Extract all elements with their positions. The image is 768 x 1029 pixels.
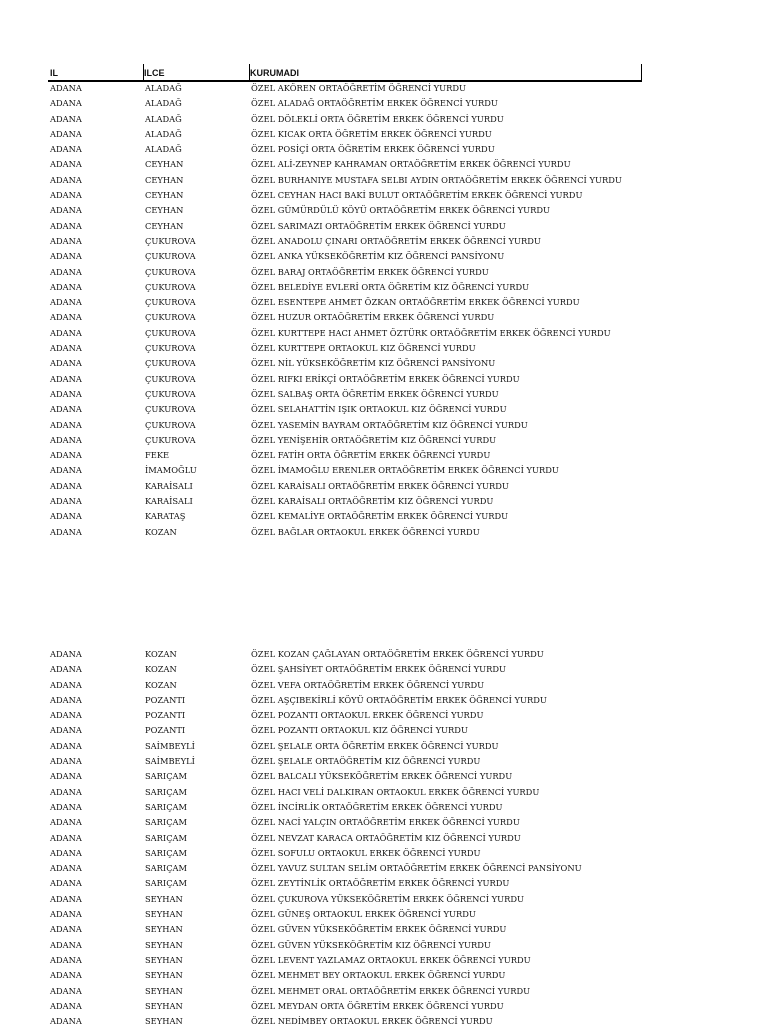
cell-il: ADANA xyxy=(50,909,82,920)
cell-ilce: SEYHAN xyxy=(145,939,183,950)
table-row xyxy=(50,525,670,540)
table-row xyxy=(50,754,670,769)
cell-ilce: ÇUKUROVA xyxy=(145,343,196,354)
cell-il: ADANA xyxy=(50,832,82,843)
table-row xyxy=(50,984,670,999)
cell-kurumadi: ÖZEL ÇUKUROVA YÜKSEKÖĞRETİM ERKEK ÖĞRENCİ YURDU xyxy=(251,893,525,904)
cell-il: ADANA xyxy=(50,740,82,751)
cell-ilce: ALADAĞ xyxy=(145,83,182,93)
cell-kurumadi: ÖZEL NEDİMBEY ORTAOKUL ERKEK ÖĞRENCİ YURDU xyxy=(251,1016,493,1027)
cell-il: ADANA xyxy=(50,343,82,354)
cell-ilce: ÇUKUROVA xyxy=(145,434,196,445)
cell-kurumadi: ÖZEL YAVUZ SULTAN SELİM ORTAÖĞRETİM ERKEK ÖĞRENCİ PANSİYONU xyxy=(251,863,582,874)
cell-ilce: KOZAN xyxy=(145,649,177,659)
cell-kurumadi: ÖZEL POSİÇİ ORTA ÖĞRETİM ERKEK ÖĞRENCİ YURDU xyxy=(251,144,495,155)
cell-il: ADANA xyxy=(50,159,82,170)
cell-kurumadi: ÖZEL BALCALI YÜKSEKÖĞRETİM ERKEK ÖĞRENCİ YURDU xyxy=(251,771,513,782)
cell-ilce: SEYHAN xyxy=(145,1016,183,1027)
cell-il: ADANA xyxy=(50,297,82,308)
table-row xyxy=(50,494,670,509)
table-row xyxy=(50,173,670,188)
cell-ilce: SEYHAN xyxy=(145,924,183,935)
table-row xyxy=(50,356,670,371)
cell-ilce: SEYHAN xyxy=(145,970,183,981)
cell-kurumadi: ÖZEL KOZAN ÇAĞLAYAN ORTAÖĞRETİM ERKEK ÖĞRENCİ YURDU xyxy=(251,649,544,659)
cell-il: ADANA xyxy=(50,174,82,185)
cell-il: ADANA xyxy=(50,98,82,109)
cell-kurumadi: ÖZEL ANKA YÜKSEKÖĞRETİM KIZ ÖĞRENCİ PANSİYONU xyxy=(251,251,505,262)
table-row xyxy=(50,831,670,846)
cell-kurumadi: ÖZEL KURTTEPE HACI AHMET ÖZTÜRK ORTAÖĞRETİM ERKEK ÖĞRENCİ YURDU xyxy=(251,327,611,338)
cell-il: ADANA xyxy=(50,128,82,139)
cell-kurumadi: ÖZEL KARAİSALI ORTAÖĞRETİM ERKEK ÖĞRENCİ YURDU xyxy=(251,480,509,491)
table-row xyxy=(50,968,670,983)
cell-il: ADANA xyxy=(50,144,82,155)
table-row xyxy=(50,892,670,907)
cell-il: ADANA xyxy=(50,924,82,935)
cell-kurumadi: ÖZEL LEVENT YAZLAMAZ ORTAOKUL ERKEK ÖĞRENCİ YURDU xyxy=(251,954,531,965)
cell-ilce: SEYHAN xyxy=(145,985,183,996)
cell-kurumadi: ÖZEL CEYHAN HACI BAKİ BULUT ORTAÖĞRETİM ERKEK ÖĞRENCİ YURDU xyxy=(251,190,583,201)
cell-il: ADANA xyxy=(50,266,82,277)
cell-il: ADANA xyxy=(50,878,82,889)
cell-kurumadi: ÖZEL GÜVEN YÜKSEKÖĞRETİM ERKEK ÖĞRENCİ YURDU xyxy=(251,924,507,935)
cell-il: ADANA xyxy=(50,404,82,415)
cell-kurumadi: ÖZEL GÜMÜRDÜLÜ KÖYÜ ORTAÖĞRETİM ERKEK ÖĞRENCİ YURDU xyxy=(251,205,551,216)
cell-il: ADANA xyxy=(50,450,82,461)
cell-kurumadi: ÖZEL AŞÇIBEKİRLİ KÖYÜ ORTAÖĞRETİM ERKEK ÖĞRENCİ YURDU xyxy=(251,694,547,705)
cell-il: ADANA xyxy=(50,863,82,874)
table-row xyxy=(50,203,670,218)
table-row xyxy=(50,81,670,96)
cell-il: ADANA xyxy=(50,113,82,124)
cell-kurumadi: ÖZEL ANADOLU ÇINARI ORTAÖĞRETİM ERKEK ÖĞRENCİ YURDU xyxy=(251,235,541,246)
cell-kurumadi: ÖZEL NİL YÜKSEKÖĞRETİM KIZ ÖĞRENCİ PANSİYONU xyxy=(251,358,496,369)
cell-ilce: SAİMBEYLİ xyxy=(145,756,195,767)
cell-kurumadi: ÖZEL ŞELALE ORTAÖĞRETİM KIZ ÖĞRENCİ YURDU xyxy=(251,756,481,767)
cell-kurumadi: ÖZEL HACI VELİ DALKIRAN ORTAOKUL ERKEK ÖĞRENCİ YURDU xyxy=(251,786,540,797)
cell-ilce: SEYHAN xyxy=(145,954,183,965)
cell-ilce: ÇUKUROVA xyxy=(145,297,196,308)
cell-il: ADANA xyxy=(50,649,82,659)
cell-kurumadi: ÖZEL HUZUR ORTAÖĞRETİM ERKEK ÖĞRENCİ YURDU xyxy=(251,312,495,323)
table-row xyxy=(50,295,670,310)
table-row xyxy=(50,402,670,417)
cell-kurumadi: ÖZEL BURHANIYE MUSTAFA SELBI AYDIN ORTAÖĞRETİM ERKEK ÖĞRENCİ YURDU xyxy=(251,174,622,185)
cell-kurumadi: ÖZEL YENİŞEHİR ORTAÖĞRETİM KIZ ÖĞRENCİ YURDU xyxy=(251,434,497,445)
cell-kurumadi: ÖZEL ZEYTİNLİK ORTAÖĞRETİM ERKEK ÖĞRENCİ YURDU xyxy=(251,878,510,889)
cell-ilce: SARIÇAM xyxy=(145,817,188,828)
cell-ilce: ÇUKUROVA xyxy=(145,388,196,399)
table-row xyxy=(50,249,670,264)
cell-ilce: ÇUKUROVA xyxy=(145,404,196,415)
cell-kurumadi: ÖZEL GÜNEŞ ORTAOKUL ERKEK ÖĞRENCİ YURDU xyxy=(251,909,476,920)
table-row xyxy=(50,280,670,295)
cell-ilce: KARAİSALI xyxy=(145,480,193,491)
cell-il: ADANA xyxy=(50,985,82,996)
cell-il: ADANA xyxy=(50,817,82,828)
table-row xyxy=(50,188,670,203)
cell-ilce: SARIÇAM xyxy=(145,786,188,797)
cell-ilce: SARIÇAM xyxy=(145,847,188,858)
cell-kurumadi: ÖZEL NACİ YALÇIN ORTAÖĞRETİM ERKEK ÖĞRENCİ YURDU xyxy=(251,817,520,828)
table-row xyxy=(50,448,670,463)
cell-ilce: SARIÇAM xyxy=(145,801,188,812)
cell-ilce: POZANTI xyxy=(145,725,186,736)
table-row xyxy=(50,142,670,157)
cell-il: ADANA xyxy=(50,220,82,231)
cell-il: ADANA xyxy=(50,358,82,369)
cell-kurumadi: ÖZEL KEMALİYE ORTAÖĞRETİM ERKEK ÖĞRENCİ YURDU xyxy=(251,511,509,522)
cell-il: ADANA xyxy=(50,83,82,93)
cell-il: ADANA xyxy=(50,312,82,323)
header-il: IL xyxy=(50,68,58,78)
table-row xyxy=(50,326,670,341)
cell-kurumadi: ÖZEL POZANTI ORTAOKUL KIZ ÖĞRENCİ YURDU xyxy=(251,725,468,736)
table-row xyxy=(50,907,670,922)
cell-ilce: ÇUKUROVA xyxy=(145,281,196,292)
table-row xyxy=(50,785,670,800)
cell-ilce: ÇUKUROVA xyxy=(145,419,196,430)
cell-kurumadi: ÖZEL BELEDİYE EVLERİ ORTA ÖĞRETİM KIZ ÖĞRENCİ YURDU xyxy=(251,281,530,292)
cell-il: ADANA xyxy=(50,205,82,216)
cell-kurumadi: ÖZEL AKÖREN ORTAÖĞRETİM ÖĞRENCİ YURDU xyxy=(251,83,467,93)
cell-kurumadi: ÖZEL YASEMİN BAYRAM ORTAÖĞRETİM KIZ ÖĞRENCİ YURDU xyxy=(251,419,528,430)
table-row xyxy=(50,127,670,142)
cell-il: ADANA xyxy=(50,281,82,292)
cell-il: ADANA xyxy=(50,771,82,782)
cell-kurumadi: ÖZEL VEFA ORTAÖĞRETİM ERKEK ÖĞRENCİ YURDU xyxy=(251,679,485,690)
cell-il: ADANA xyxy=(50,679,82,690)
cell-ilce: SEYHAN xyxy=(145,909,183,920)
table-row xyxy=(50,693,670,708)
cell-kurumadi: ÖZEL SALBAŞ ORTA ÖĞRETİM ERKEK ÖĞRENCİ YURDU xyxy=(251,388,499,399)
table-row xyxy=(50,876,670,891)
cell-ilce: ÇUKUROVA xyxy=(145,266,196,277)
cell-kurumadi: ÖZEL SOFULU ORTAOKUL ERKEK ÖĞRENCİ YURDU xyxy=(251,847,481,858)
cell-il: ADANA xyxy=(50,694,82,705)
cell-il: ADANA xyxy=(50,465,82,476)
cell-ilce: ÇUKUROVA xyxy=(145,235,196,246)
cell-kurumadi: ÖZEL MEHMET ORAL ORTAÖĞRETİM ERKEK ÖĞRENCİ YURDU xyxy=(251,985,531,996)
cell-il: ADANA xyxy=(50,480,82,491)
table-row xyxy=(50,999,670,1014)
cell-il: ADANA xyxy=(50,511,82,522)
cell-kurumadi: ÖZEL ŞELALE ORTA ÖĞRETİM ERKEK ÖĞRENCİ YURDU xyxy=(251,740,499,751)
table-row xyxy=(50,96,670,111)
cell-ilce: CEYHAN xyxy=(145,159,184,170)
cell-il: ADANA xyxy=(50,710,82,721)
cell-ilce: CEYHAN xyxy=(145,174,184,185)
table-row xyxy=(50,861,670,876)
cell-il: ADANA xyxy=(50,251,82,262)
cell-kurumadi: ÖZEL KICAK ORTA ÖĞRETİM ERKEK ÖĞRENCİ YURDU xyxy=(251,128,492,139)
cell-il: ADANA xyxy=(50,419,82,430)
table-row xyxy=(50,112,670,127)
cell-ilce: ALADAĞ xyxy=(145,98,182,109)
table-row xyxy=(50,265,670,280)
table-block-2 xyxy=(50,647,670,1029)
cell-ilce: POZANTI xyxy=(145,694,186,705)
table-row xyxy=(50,678,670,693)
cell-il: ADANA xyxy=(50,893,82,904)
cell-il: ADANA xyxy=(50,388,82,399)
cell-il: ADANA xyxy=(50,1016,82,1027)
cell-il: ADANA xyxy=(50,725,82,736)
table-row xyxy=(50,234,670,249)
cell-kurumadi: ÖZEL KURTTEPE ORTAOKUL KIZ ÖĞRENCİ YURDU xyxy=(251,343,476,354)
cell-ilce: ALADAĞ xyxy=(145,128,182,139)
cell-ilce: CEYHAN xyxy=(145,190,184,201)
cell-il: ADANA xyxy=(50,434,82,445)
table-row xyxy=(50,647,670,662)
cell-kurumadi: ÖZEL POZANTI ORTAOKUL ERKEK ÖĞRENCİ YURDU xyxy=(251,710,484,721)
table-row xyxy=(50,800,670,815)
table-row xyxy=(50,953,670,968)
cell-kurumadi: ÖZEL BARAJ ORTAÖĞRETİM ERKEK ÖĞRENCİ YURDU xyxy=(251,266,489,277)
cell-ilce: SARIÇAM xyxy=(145,878,188,889)
cell-il: ADANA xyxy=(50,373,82,384)
table-row xyxy=(50,708,670,723)
table-header xyxy=(48,64,642,82)
cell-ilce: SAİMBEYLİ xyxy=(145,740,195,751)
cell-ilce: SEYHAN xyxy=(145,893,183,904)
cell-kurumadi: ÖZEL ŞAHSİYET ORTAÖĞRETİM ERKEK ÖĞRENCİ YURDU xyxy=(251,664,507,675)
table-row xyxy=(50,1014,670,1029)
table-row xyxy=(50,372,670,387)
cell-il: ADANA xyxy=(50,526,82,537)
table-row xyxy=(50,938,670,953)
header-kurumadi: KURUMADI xyxy=(250,68,299,78)
table-row xyxy=(50,387,670,402)
table-row xyxy=(50,341,670,356)
table-row xyxy=(50,157,670,172)
cell-il: ADANA xyxy=(50,235,82,246)
cell-ilce: İMAMOĞLU xyxy=(145,465,197,476)
header-divider xyxy=(641,64,642,80)
cell-kurumadi: ÖZEL GÜVEN YÜKSEKÖĞRETİM KIZ ÖĞRENCİ YURDU xyxy=(251,939,491,950)
cell-il: ADANA xyxy=(50,801,82,812)
cell-kurumadi: ÖZEL ALADAĞ ORTAÖĞRETİM ERKEK ÖĞRENCİ YURDU xyxy=(251,98,498,109)
table-row xyxy=(50,662,670,677)
cell-il: ADANA xyxy=(50,786,82,797)
table-row xyxy=(50,769,670,784)
cell-ilce: KARAİSALI xyxy=(145,496,193,507)
cell-ilce: POZANTI xyxy=(145,710,186,721)
cell-kurumadi: ÖZEL BAĞLAR ORTAOKUL ERKEK ÖĞRENCİ YURDU xyxy=(251,526,480,537)
table-row xyxy=(50,509,670,524)
cell-il: ADANA xyxy=(50,664,82,675)
cell-il: ADANA xyxy=(50,1000,82,1011)
table-row xyxy=(50,219,670,234)
cell-il: ADANA xyxy=(50,954,82,965)
cell-ilce: SARIÇAM xyxy=(145,863,188,874)
cell-kurumadi: ÖZEL KARAİSALI ORTAÖĞRETİM KIZ ÖĞRENCİ YURDU xyxy=(251,496,494,507)
cell-ilce: KARATAŞ xyxy=(145,511,186,522)
cell-kurumadi: ÖZEL MEYDAN ORTA ÖĞRETİM ERKEK ÖĞRENCİ YURDU xyxy=(251,1000,504,1011)
cell-kurumadi: ÖZEL NEVZAT KARACA ORTAÖĞRETİM KIZ ÖĞRENCİ YURDU xyxy=(251,832,521,843)
cell-il: ADANA xyxy=(50,847,82,858)
table-row xyxy=(50,846,670,861)
table-row xyxy=(50,739,670,754)
cell-kurumadi: ÖZEL SARIMAZI ORTAÖĞRETİM ERKEK ÖĞRENCİ YURDU xyxy=(251,220,506,231)
cell-ilce: KOZAN xyxy=(145,664,177,675)
cell-il: ADANA xyxy=(50,939,82,950)
header-ilce: ILCE xyxy=(144,68,165,78)
cell-ilce: ÇUKUROVA xyxy=(145,327,196,338)
cell-ilce: SARIÇAM xyxy=(145,832,188,843)
cell-kurumadi: ÖZEL ALİ-ZEYNEP KAHRAMAN ORTAÖĞRETİM ERKEK ÖĞRENCİ YURDU xyxy=(251,159,571,170)
cell-ilce: SEYHAN xyxy=(145,1000,183,1011)
cell-il: ADANA xyxy=(50,496,82,507)
table-row xyxy=(50,922,670,937)
cell-ilce: CEYHAN xyxy=(145,220,184,231)
cell-il: ADANA xyxy=(50,327,82,338)
cell-ilce: FEKE xyxy=(145,450,170,461)
cell-kurumadi: ÖZEL SELAHATTİN IŞIK ORTAOKUL KIZ ÖĞRENCİ YURDU xyxy=(251,404,507,415)
cell-ilce: ÇUKUROVA xyxy=(145,358,196,369)
cell-ilce: ÇUKUROVA xyxy=(145,251,196,262)
header-divider xyxy=(249,64,250,80)
cell-ilce: ÇUKUROVA xyxy=(145,373,196,384)
cell-ilce: ALADAĞ xyxy=(145,144,182,155)
cell-il: ADANA xyxy=(50,190,82,201)
cell-kurumadi: ÖZEL İMAMOĞLU ERENLER ORTAÖĞRETİM ERKEK ÖĞRENCİ YURDU xyxy=(251,465,559,476)
table-block-1 xyxy=(50,81,670,540)
cell-kurumadi: ÖZEL FATİH ORTA ÖĞRETİM ERKEK ÖĞRENCİ YURDU xyxy=(251,450,491,461)
cell-ilce: SARIÇAM xyxy=(145,771,188,782)
cell-ilce: ALADAĞ xyxy=(145,113,182,124)
table-row xyxy=(50,479,670,494)
cell-ilce: KOZAN xyxy=(145,679,177,690)
cell-ilce: KOZAN xyxy=(145,526,177,537)
cell-ilce: CEYHAN xyxy=(145,205,184,216)
cell-kurumadi: ÖZEL RIFKI ERİKÇİ ORTAÖĞRETİM ERKEK ÖĞRENCİ YURDU xyxy=(251,373,520,384)
table-row xyxy=(50,433,670,448)
cell-kurumadi: ÖZEL DÖLEKLİ ORTA ÖĞRETİM ERKEK ÖĞRENCİ YURDU xyxy=(251,113,504,124)
cell-ilce: ÇUKUROVA xyxy=(145,312,196,323)
cell-il: ADANA xyxy=(50,970,82,981)
table-row xyxy=(50,723,670,738)
header-divider xyxy=(143,64,144,80)
table-row xyxy=(50,463,670,478)
cell-kurumadi: ÖZEL ESENTEPE AHMET ÖZKAN ORTAÖĞRETİM ERKEK ÖĞRENCİ YURDU xyxy=(251,297,580,308)
table-row xyxy=(50,418,670,433)
cell-il: ADANA xyxy=(50,756,82,767)
table-row xyxy=(50,310,670,325)
table-row xyxy=(50,815,670,830)
cell-kurumadi: ÖZEL İNCİRLİK ORTAÖĞRETİM ERKEK ÖĞRENCİ YURDU xyxy=(251,801,503,812)
cell-kurumadi: ÖZEL MEHMET BEY ORTAOKUL ERKEK ÖĞRENCİ YURDU xyxy=(251,970,506,981)
